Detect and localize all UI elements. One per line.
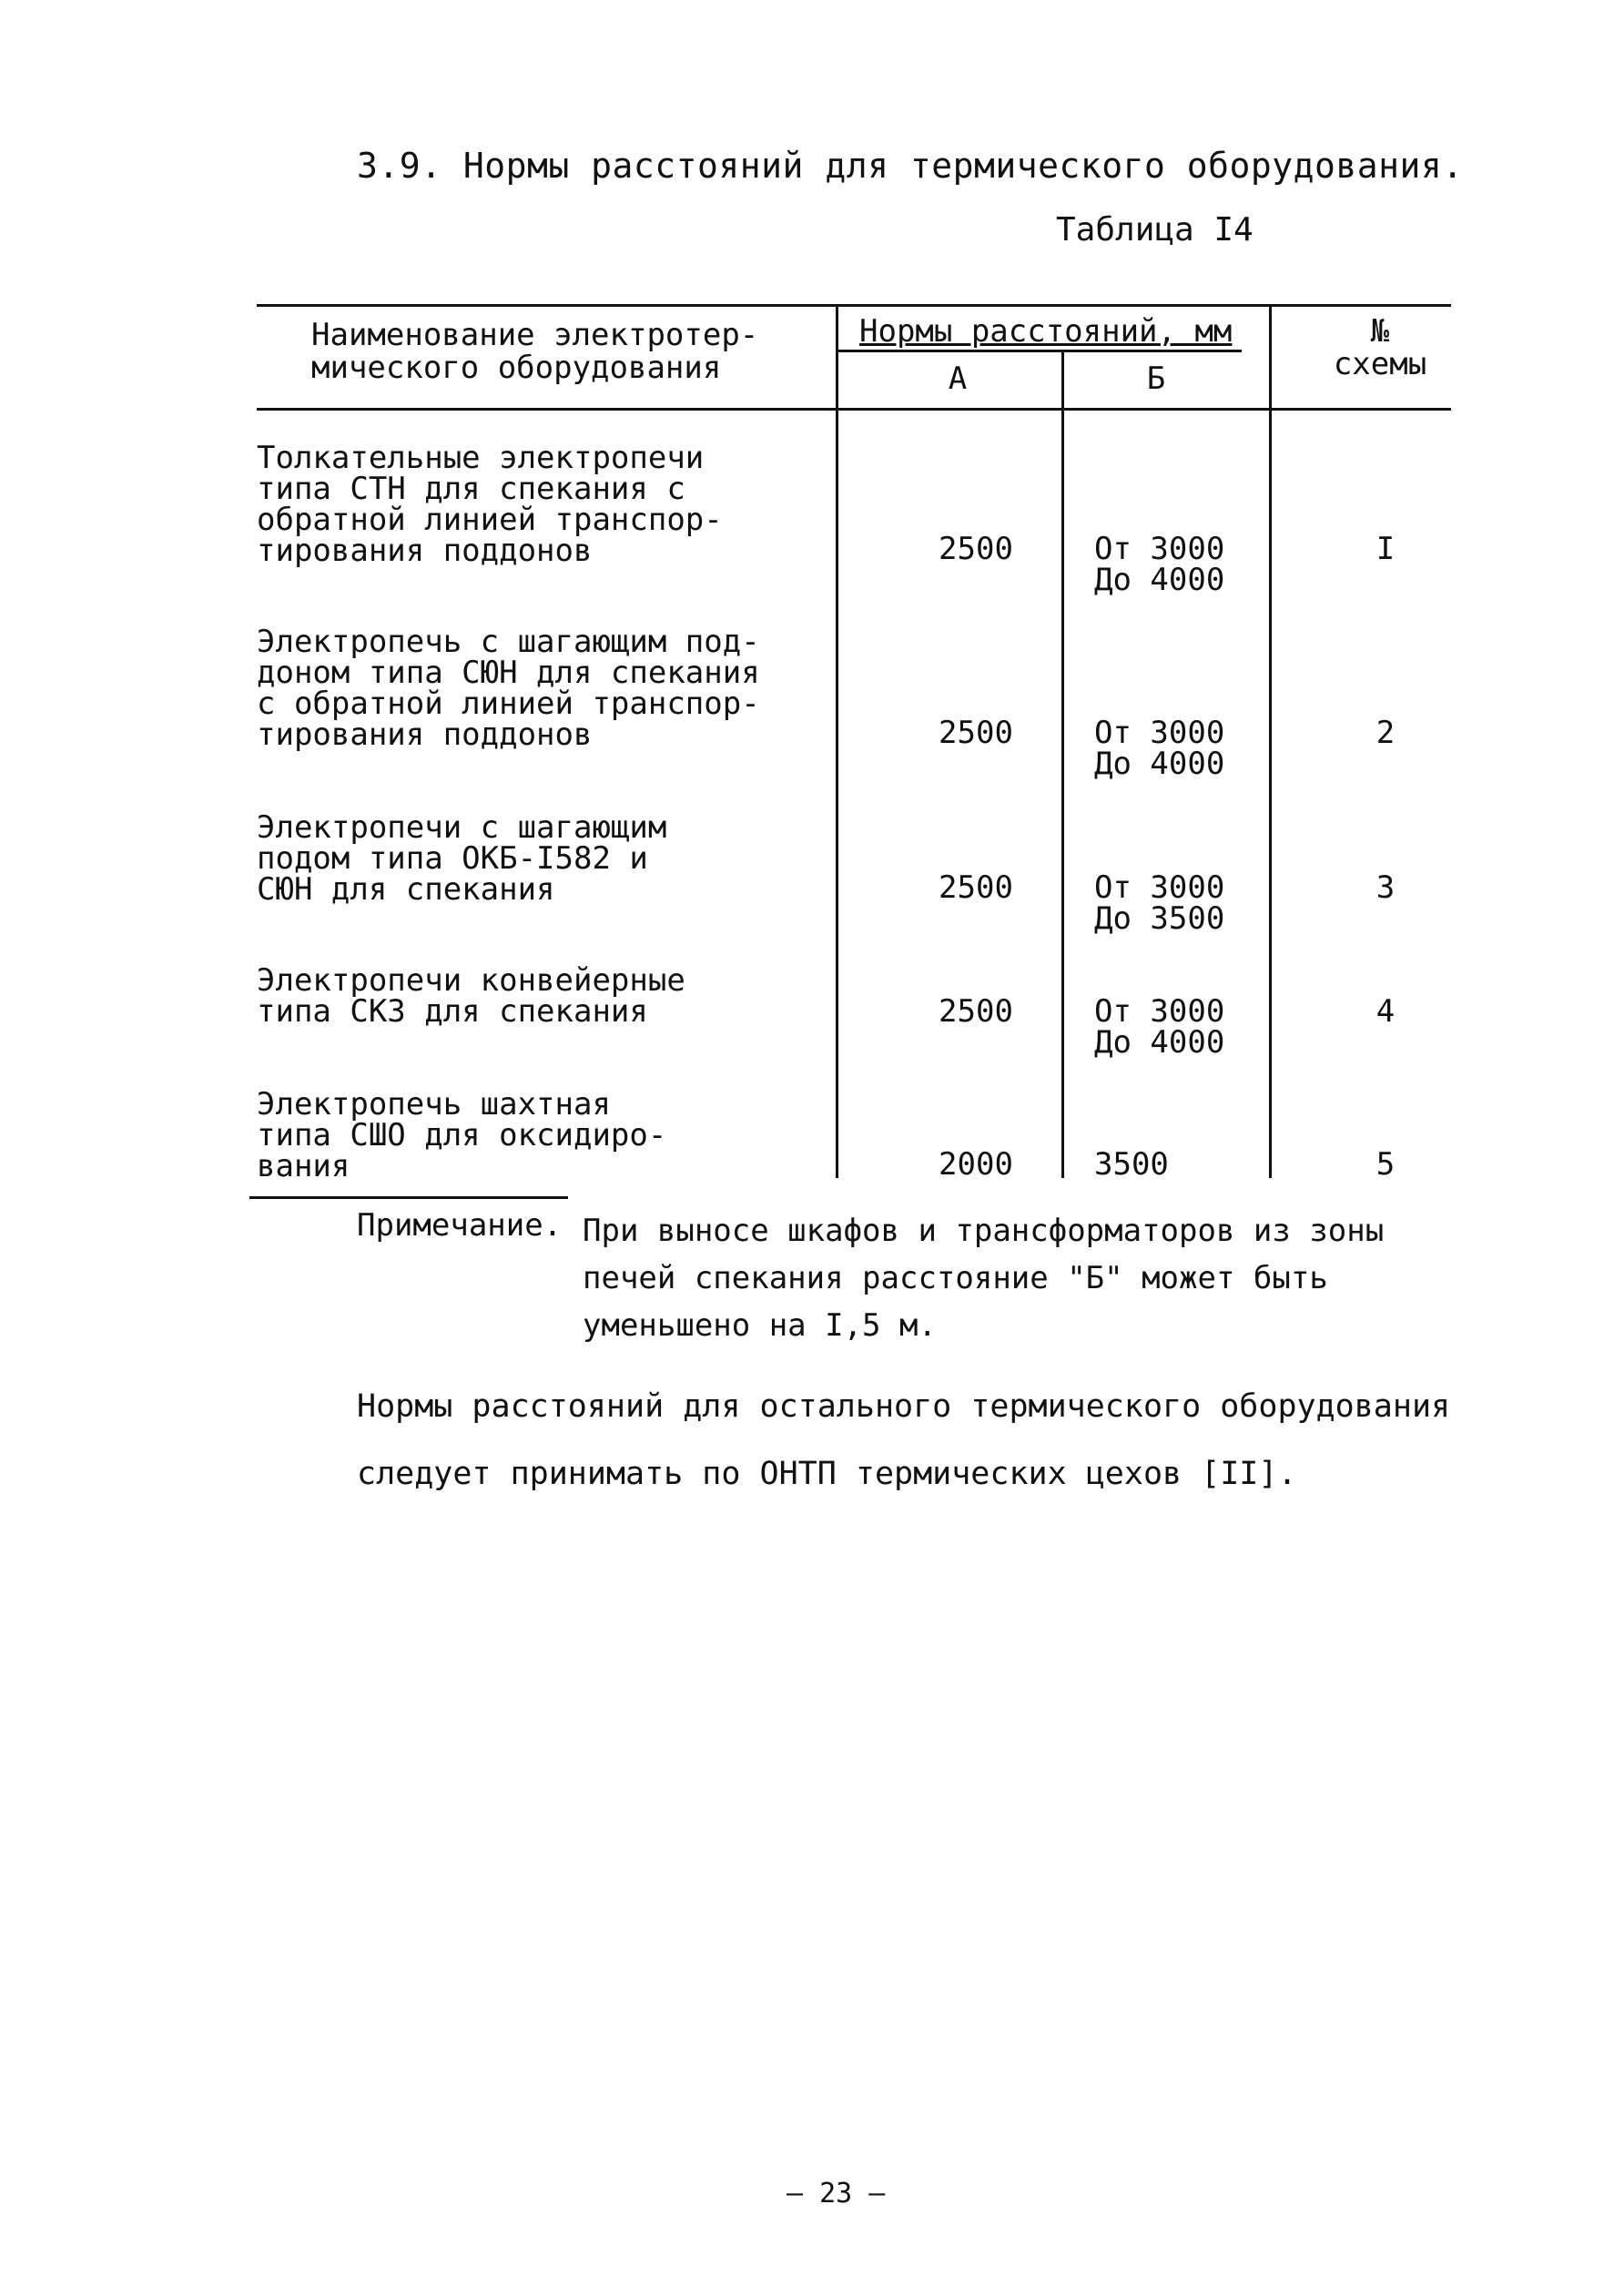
norms-subheader-rule [837,350,1242,352]
header-name: Наименование электротер- мического оборудования [311,317,759,386]
body-paragraph: Нормы расстояний для остального термического оборудования следует принимать по ОНТП термических цехов [II]. [357,1388,1451,1492]
col-divider-scheme [1269,306,1272,1178]
header-norms: Нормы расстояний, мм [859,313,1233,350]
row-2-b: От 3000 До 4000 [1094,715,1225,782]
col-divider-name [836,306,838,1178]
row-5-name: Электропечь шахтная типа СШО для оксидиро- вания [257,1086,667,1184]
row-1-name: Толкательные электропечи типа СТН для спекания с обратной линией транспор- тирования поддонов [257,440,723,569]
table-bottom-rule [249,1196,568,1199]
row-4-scheme: 4 [1375,993,1396,1030]
row-3-a: 2500 [939,869,1013,906]
row-2-a: 2500 [939,715,1013,751]
row-1-a: 2500 [939,531,1013,567]
row-4-a: 2500 [939,993,1013,1030]
row-3-b: От 3000 До 3500 [1094,869,1225,937]
header-scheme: № схемы [1333,313,1427,382]
note-label: Примечание. [357,1207,563,1244]
header-bottom-rule [257,408,1451,411]
header-col-b: Б [1146,361,1166,397]
row-3-name: Электропечи с шагающим подом типа ОКБ-I582 и СЮН для спекания [257,809,667,908]
row-4-b: От 3000 До 4000 [1094,993,1225,1061]
page-number: — 23 — [787,2178,886,2210]
header-col-a: А [948,361,968,397]
row-1-b: От 3000 До 4000 [1094,531,1225,598]
row-3-scheme: 3 [1375,869,1396,906]
table-label: Таблица I4 [1056,211,1254,249]
row-1-scheme: I [1375,531,1396,567]
table-top-rule [257,304,1451,307]
row-5-b: 3500 [1094,1146,1169,1183]
row-2-name: Электропечь с шагающим под- доном типа СЮН для спекания с обратной линией транспор- тирования поддонов [257,624,760,753]
row-4-name: Электропечи конвейерные типа СКЗ для спекания [257,962,685,1030]
col-divider-ab [1061,351,1064,1178]
row-5-a: 2000 [939,1146,1013,1183]
note-text: При выносе шкафов и трансформаторов из зоны печей спекания расстояние "Б" может быть уменьшено на I,5 м. [583,1213,1385,1344]
row-2-scheme: 2 [1375,715,1396,751]
section-heading: 3.9. Нормы расстояний для термического оборудования. [357,146,1464,186]
distance-norms-table [257,304,1451,1187]
row-5-scheme: 5 [1375,1146,1396,1183]
